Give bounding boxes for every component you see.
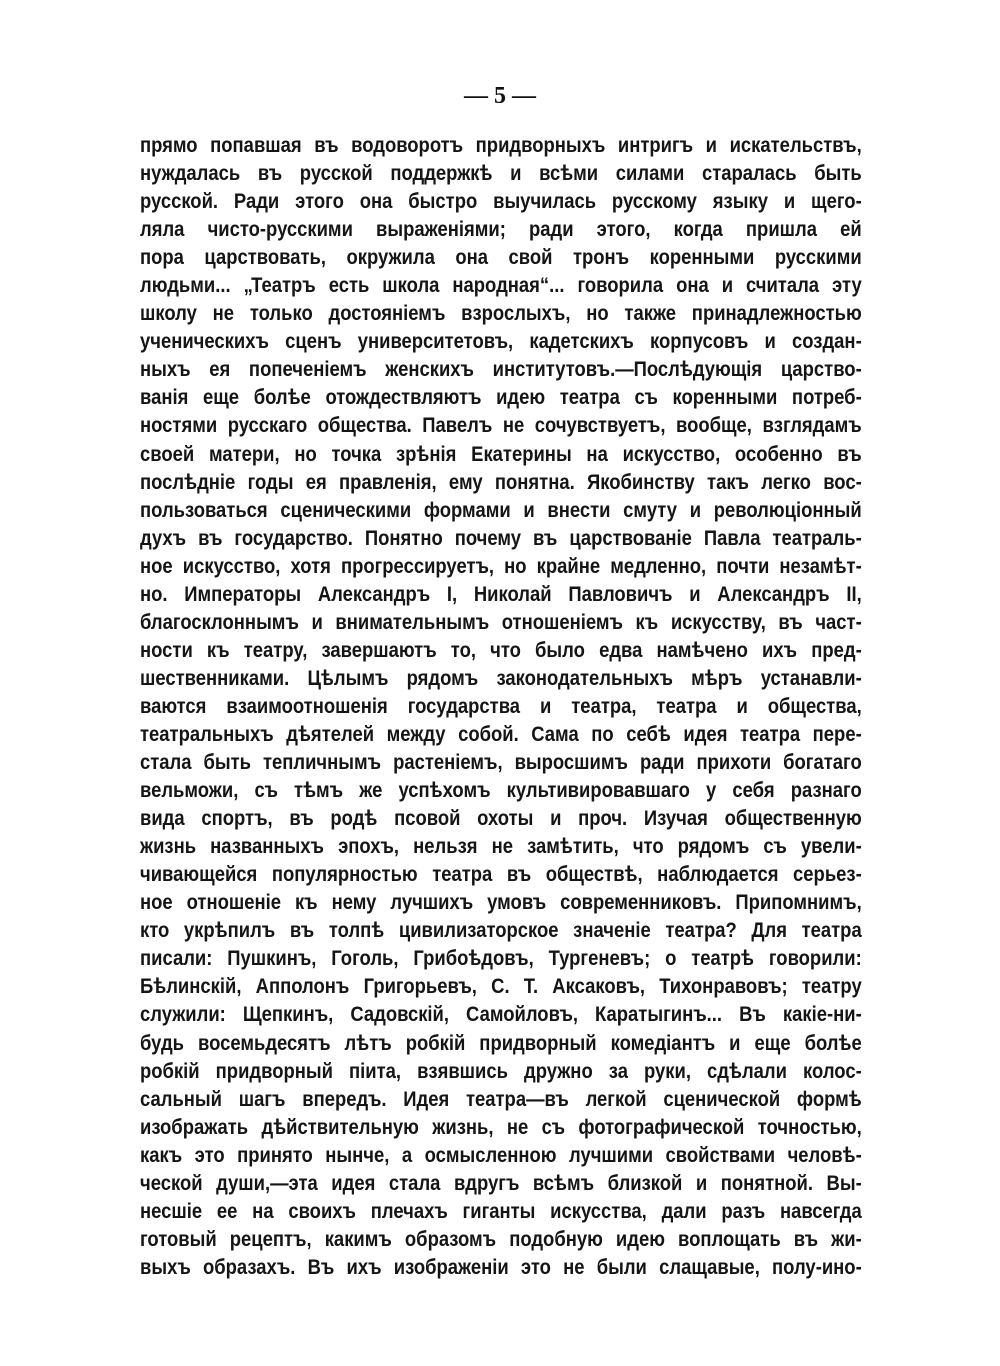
text-line: ностями русскаго общества. Павелъ не сочувствуетъ, вообще, взглядамъ bbox=[140, 414, 862, 438]
text-line: духъ въ государство. Понятно почему въ царствованіе Павла театраль- bbox=[140, 526, 862, 550]
text-line: ности къ театру, завершаютъ то, что было едва намѣчено ихъ пред- bbox=[140, 638, 862, 662]
text-line: несшіе ее на своихъ плечахъ гиганты искусства, дали разъ навсегда bbox=[140, 1199, 862, 1223]
text-line: шественниками. Цѣлымъ рядомъ законодательныхъ мѣръ устанавли- bbox=[140, 666, 862, 690]
text-line: нуждалась въ русской поддержкѣ и всѣми силами старалась быть bbox=[140, 162, 862, 186]
text-line: ученическихъ сценъ университетовъ, кадетскихъ корпусовъ и создан- bbox=[140, 330, 862, 354]
text-line: послѣдніе годы ея правленія, ему понятна. Якобинству такъ легко вос- bbox=[140, 470, 862, 494]
body-text bbox=[140, 132, 962, 1282]
text-line: робкій придворный піита, взявшись дружно за руки, сдѣлали колос- bbox=[140, 1059, 862, 1083]
text-line: но. Императоры Александръ I, Николай Павловичъ и Александръ II, bbox=[140, 582, 862, 606]
text-line: русской. Ради этого она быстро выучилась русскому языку и щего- bbox=[140, 190, 862, 214]
text-line: кто укрѣпилъ въ толпѣ цивилизаторское значеніе театра? Для театра bbox=[140, 919, 862, 943]
text-line: ляла чисто-русскими выраженіями; ради этого, когда пришла ей bbox=[140, 218, 862, 242]
page-number: — 5 — bbox=[464, 83, 536, 109]
text-line: будь восемьдесятъ лѣтъ робкій придворный комедіантъ и еще болѣе bbox=[140, 1031, 862, 1055]
text-line: театральныхъ дѣятелей между собой. Сама по себѣ идея театра пере- bbox=[140, 722, 862, 746]
text-line: стала быть тепличнымъ растеніемъ, выросшимъ ради прихоти богатаго bbox=[140, 751, 862, 775]
text-line: ное искусство, хотя прогрессируетъ, но крайне медленно, почти незамѣт- bbox=[140, 554, 862, 578]
text-line: ное отношеніе къ нему лучшихъ умовъ современниковъ. Припомнимъ, bbox=[140, 891, 862, 915]
text-line: Бѣлинскій, Апполонъ Григорьевъ, С. Т. Аксаковъ, Тихонравовъ; театру bbox=[140, 975, 862, 999]
text-line: изображать дѣйствительную жизнь, не съ фотографической точностью, bbox=[140, 1115, 862, 1139]
text-line: пора царствовать, окружила она свой тронъ коренными русскими bbox=[140, 246, 862, 270]
text-line: сальный шагъ впередъ. Идея театра—въ легкой сценической формѣ bbox=[140, 1087, 862, 1111]
text-line: готовый рецептъ, какимъ образомъ подобную идею воплощать въ жи- bbox=[140, 1227, 862, 1251]
text-line: школу не только достояніемъ взрослыхъ, но также принадлежностью bbox=[140, 302, 862, 326]
text-line: ванія еще болѣе отождествляютъ идею театра съ коренными потреб- bbox=[140, 386, 862, 410]
text-line: ныхъ ея попеченіемъ женскихъ институтовъ.—Послѣдующія царство- bbox=[140, 358, 862, 382]
text-line: людьми... „Театръ есть школа народная“... говорила она и считала эту bbox=[140, 274, 862, 298]
text-line: вида спортъ, въ родѣ псовой охоты и проч. Изучая общественную bbox=[140, 807, 862, 831]
text-line: писали: Пушкинъ, Гоголь, Грибоѣдовъ, Тургеневъ; о театрѣ говорили: bbox=[140, 947, 862, 971]
text-line: вельможи, съ тѣмъ же успѣхомъ культивировавшаго у себя разнаго bbox=[140, 779, 862, 803]
text-line: прямо попавшая въ водоворотъ придворныхъ интригъ и искательствъ, bbox=[140, 134, 862, 157]
text-line: пользоваться сценическими формами и внести смуту и революціонный bbox=[140, 498, 862, 522]
text-line: своей матери, но точка зрѣнія Екатерины на искусство, особенно въ bbox=[140, 442, 862, 466]
text-line: ваются взаимоотношенія государства и театра, театра и общества, bbox=[140, 694, 862, 718]
text-line: благосклоннымъ и внимательнымъ отношеніемъ къ искусству, въ част- bbox=[140, 610, 862, 634]
text-line: выхъ образахъ. Въ ихъ изображеніи это не были слащавые, полу-ино- bbox=[140, 1255, 862, 1279]
text-line: служили: Щепкинъ, Садовскій, Самойловъ, Каратыгинъ... Въ какіе-ни- bbox=[140, 1003, 862, 1027]
text-line: какъ это принято нынче, а осмысленною лучшими свойствами человѣ- bbox=[140, 1143, 862, 1167]
text-line: ческой души,—эта идея стала вдругъ всѣмъ близкой и понятной. Вы- bbox=[140, 1171, 862, 1195]
text-line: чивающейся популярностью театра въ обществѣ, наблюдается серьез- bbox=[140, 863, 862, 887]
text-line: жизнь названныхъ эпохъ, нельзя не замѣтить, что рядомъ съ увели- bbox=[140, 835, 862, 859]
